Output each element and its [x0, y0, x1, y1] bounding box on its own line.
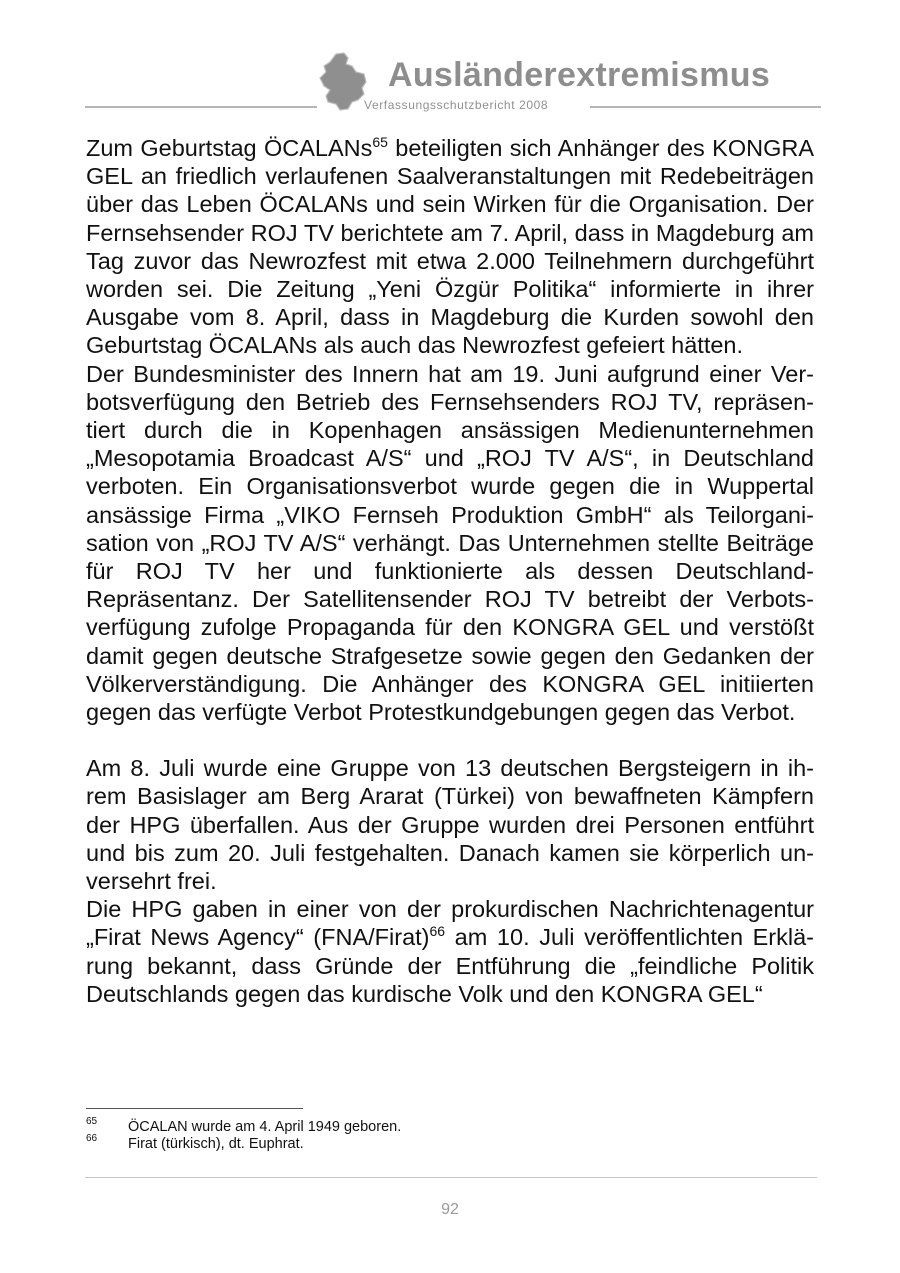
paragraph-3: Am 8. Juli wurde eine Gruppe von 13 deutschen Bergsteigern in ihrem Basislager am Berg Ararat (Türkei) von bewaffneten Kämpfern der HPG überfallen. Aus der Gruppe wurden drei Personen entführt und bis zum 20. Juli festgehalten. Danach kamen sie körperlich unversehrt frei.	[86, 755, 814, 895]
paragraph-2: Der Bundesminister des Innern hat am 19. Juni aufgrund einer Verbotsverfügung den Betrieb des Fernsehsenders ROJ TV, repräsentiert durch die in Kopenhagen ansässigen Medienunternehmen „Mesopotamia Broadcast A/S“ und „ROJ TV A/S“, in Deutschland verboten. Ein Organisationsverbot wurde gegen die in Wuppertal ansässige Firma „VIKO Fernseh Produktion GmbH“ als Teilorganisation von „ROJ TV A/S“ verhängt. Das Unternehmen stellte Beiträge für ROJ TV her und funktionierte als dessen Deutschland-Repräsentanz. Der Satellitensender ROJ TV betreibt der Verbotsverfügung zufolge Propaganda für den KONGRA GEL und verstößt damit gegen deutsche Strafgesetze sowie gegen den Gedanken der Völkerverständigung. Die Anhänger des KONGRA GEL initiierten gegen das verfügte Verbot Protestkundgebungen gegen das Verbot.	[86, 360, 814, 726]
footnote-65	[86, 1116, 786, 1133]
footnotes	[86, 1116, 786, 1150]
footnote-text: ÖCALAN wurde am 4. April 1949 geboren.	[128, 1119, 402, 1135]
footnote-number: 65	[86, 1116, 98, 1127]
saxony-anhalt-map-icon	[318, 52, 368, 112]
header-rule-left	[85, 106, 317, 108]
page-number: 92	[441, 1201, 459, 1218]
page-header	[0, 0, 900, 125]
footnote-ref-66[interactable]: 66	[429, 923, 446, 940]
header-title: Ausländerextremismus	[388, 56, 771, 94]
header-subtitle: Verfassungsschutzbericht 2008	[364, 98, 549, 112]
footnote-ref-65[interactable]: 65	[372, 134, 388, 150]
main-text	[86, 134, 814, 1008]
footer-rule	[85, 1177, 817, 1178]
header-rule-right	[590, 106, 821, 108]
footnote-number: 66	[86, 1133, 98, 1144]
paragraph-4: Die HPG gaben in einer von der prokurdischen Nachrichtenagentur „Firat News Agency“ (FNA/Firat)$^{66}$ am 10. Juli veröffentlichten Erklärung bekannt, dass Gründe der Entführung die „feindliche Politik Deutschlands gegen das kurdische Volk und den KONGRA GEL“	[86, 896, 814, 1007]
footnote-66	[86, 1133, 786, 1150]
footnote-rule	[86, 1108, 303, 1109]
paragraph-1: Zum Geburtstag ÖCALANs$^{65}$ beteiligten sich Anhänger des KONGRA GEL an friedlich verlaufenen Saalveranstaltungen mit Redebeiträgen über das Leben ÖCALANs und sein Wirken für die Organisation. Der Fernsehsender ROJ TV berichtete am 7. April, dass in Magdeburg am Tag zuvor das Newrozfest mit etwa 2.000 Teilnehmern durchgeführt worden sei. Die Zeitung „Yeni Özgür Politika“ informierte in ihrer Ausgabe vom 8. April, dass in Magdeburg die Kurden sowohl den Geburtstag ÖCALANs als auch das Newrozfest gefeiert hätten.	[86, 134, 814, 359]
footnote-text: Firat (türkisch), dt. Euphrat.	[128, 1136, 304, 1152]
